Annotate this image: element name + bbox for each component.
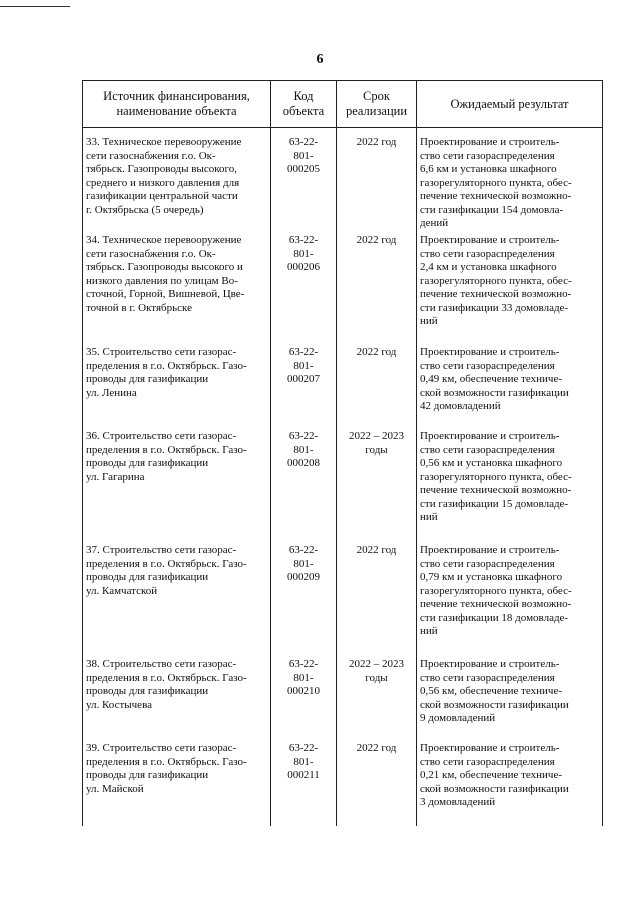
object-result: Проектирование и строитель- ство сети газораспределения 0,56 км, обеспечение техниче- ской возможности газификации 9 домовладений — [417, 658, 603, 742]
object-code: 63-22- 801- 000211 — [271, 742, 337, 826]
object-result: Проектирование и строитель- ство сети газораспределения 0,79 км и установка шкафного газорегуляторного пункта, обес- печение технической возможно- сти газификации 18 домовладе- ний — [417, 544, 603, 658]
object-term: 2022 год — [337, 544, 417, 658]
object-result: Проектирование и строитель- ство сети газораспределения 2,4 км и установка шкафного газорегуляторного пункта, обес- печение технической возможно- сти газификации 33 домовладе- ний — [417, 234, 603, 346]
financing-table — [82, 80, 603, 826]
table-header-row — [83, 81, 603, 128]
object-name: 39. Строительство сети газорас- пределения в г.о. Октябрьск. Газо- проводы для газификации ул. Майской — [83, 742, 271, 826]
header-object-code: Код объекта — [271, 81, 337, 128]
object-term: 2022 год — [337, 136, 417, 234]
object-name: 38. Строительство сети газорас- пределения в г.о. Октябрьск. Газо- проводы для газификации ул. Костычева — [83, 658, 271, 742]
object-name: 35. Строительство сети газорас- пределения в г.о. Октябрьск. Газо- проводы для газификации ул. Ленина — [83, 346, 271, 430]
object-term: 2022 год — [337, 346, 417, 430]
object-code: 63-22- 801- 000206 — [271, 234, 337, 346]
object-term: 2022 – 2023 годы — [337, 430, 417, 544]
object-result: Проектирование и строитель- ство сети газораспределения 0,56 км и установка шкафного газорегуляторного пункта, обес- печение технической возможно- сти газификации 15 домовладе- ний — [417, 430, 603, 544]
object-name: 36. Строительство сети газорас- пределения в г.о. Октябрьск. Газо- проводы для газификации ул. Гагарина — [83, 430, 271, 544]
table-row — [83, 544, 603, 658]
table-row — [83, 234, 603, 346]
object-result: Проектирование и строитель- ство сети газораспределения 0,49 км, обеспечение техниче- ской возможности газификации 42 домовладений — [417, 346, 603, 430]
table-row — [83, 658, 603, 742]
table-row — [83, 136, 603, 234]
object-name: 34. Техническое перевооружение сети газоснабжения г.о. Ок- тябрьск. Газопроводы высокого и низкого давления по улицам Во- сточной, Горной, Вишневой, Цве- точной в г. Октябрьске — [83, 234, 271, 346]
object-term: 2022 год — [337, 234, 417, 346]
object-code: 63-22- 801- 000205 — [271, 136, 337, 234]
object-name: 33. Техническое перевооружение сети газоснабжения г.о. Ок- тябрьск. Газопроводы высокого, среднего и низкого давления для газификации центральной части г. Октябрьска (5 очередь) — [83, 136, 271, 234]
table-row — [83, 742, 603, 826]
table-row — [83, 346, 603, 430]
object-term: 2022 год — [337, 742, 417, 826]
object-name: 37. Строительство сети газорас- пределения в г.о. Октябрьск. Газо- проводы для газификации ул. Камчатской — [83, 544, 271, 658]
object-code: 63-22- 801- 000208 — [271, 430, 337, 544]
object-code: 63-22- 801- 000207 — [271, 346, 337, 430]
page-number: 6 — [316, 52, 324, 67]
object-term: 2022 – 2023 годы — [337, 658, 417, 742]
table-row — [83, 430, 603, 544]
object-result: Проектирование и строитель- ство сети газораспределения 0,21 км, обеспечение техниче- ской возможности газификации 3 домовладений — [417, 742, 603, 826]
header-expected-result: Ожидаемый результат — [417, 81, 603, 128]
scan-edge-line — [0, 6, 70, 7]
object-code: 63-22- 801- 000209 — [271, 544, 337, 658]
header-term: Срок реализации — [337, 81, 417, 128]
object-result: Проектирование и строитель- ство сети газораспределения 6,6 км и установка шкафного газорегуляторного пункта, обес- печение технической возможно- сти газификации 154 домовла- дений — [417, 136, 603, 234]
header-source-name: Источник финансирования, наименование объекта — [83, 81, 271, 128]
object-code: 63-22- 801- 000210 — [271, 658, 337, 742]
